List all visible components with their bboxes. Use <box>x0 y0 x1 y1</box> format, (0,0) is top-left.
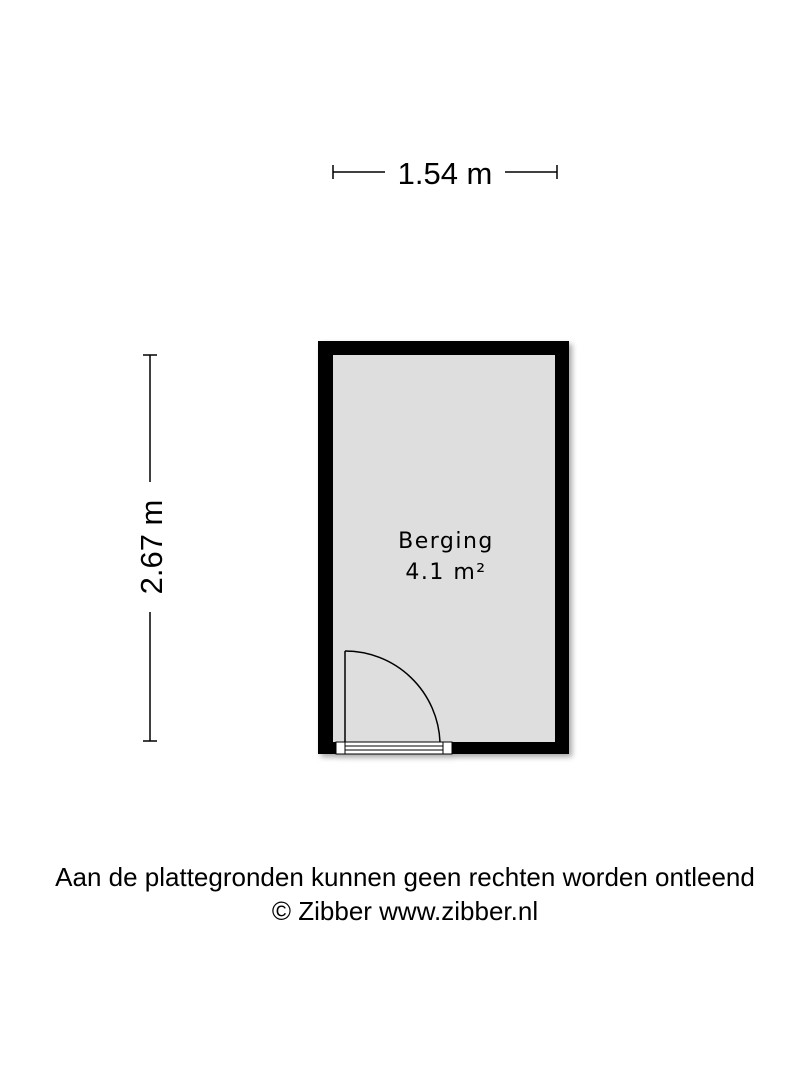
height-label: 2.67 m <box>134 499 169 595</box>
width-dimension <box>333 156 557 191</box>
room-name: Berging <box>398 529 494 554</box>
disclaimer-text: Aan de plattegronden kunnen geen rechten worden ontleend <box>55 862 755 892</box>
room-area: 4.1 m² <box>405 560 487 585</box>
width-label: 1.54 m <box>397 156 493 191</box>
door-threshold <box>336 742 452 754</box>
height-dimension <box>134 355 169 741</box>
copyright-text: © Zibber www.zibber.nl <box>271 896 539 926</box>
